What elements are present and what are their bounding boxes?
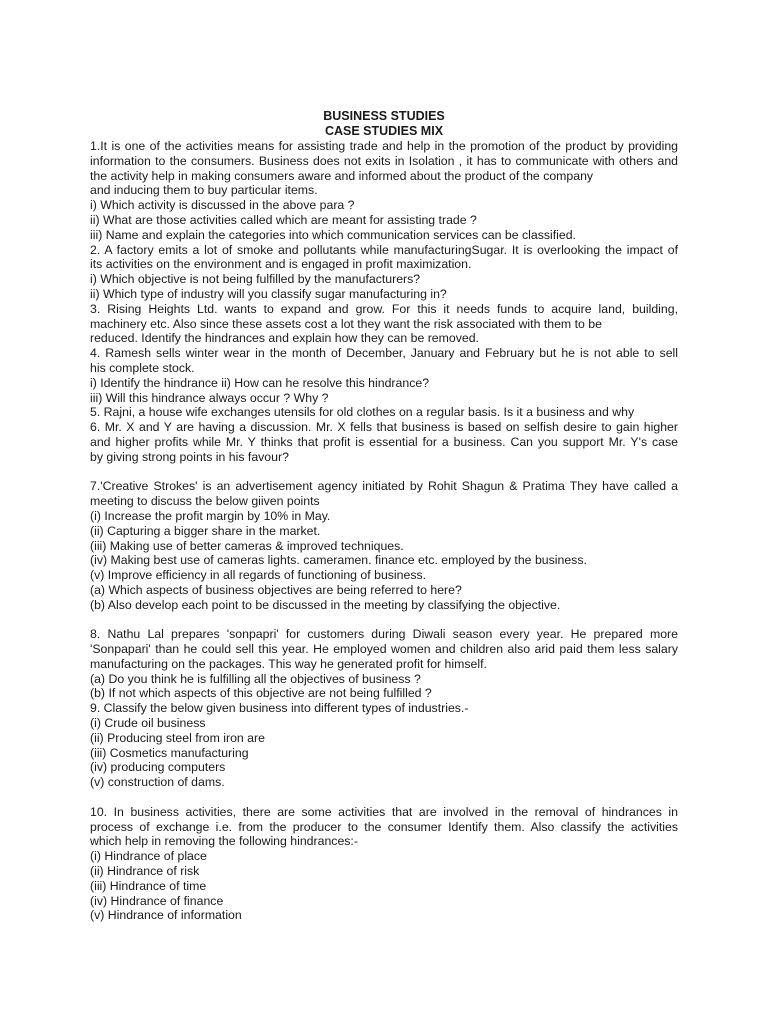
document-title: BUSINESS STUDIES — [323, 109, 445, 123]
text-line: 9. Classify the below given business into different types of industries.- — [90, 701, 469, 716]
text-line: 8. Nathu Lal prepares 'sonpapri' for customers during Diwali season every year. He prepared more — [90, 627, 678, 642]
blank-line — [90, 790, 678, 805]
text-line: 7.'Creative Strokes' is an advertisement agency initiated by Rohit Shagun & Pratima They have called a — [90, 479, 678, 494]
text-line: (i) Hindrance of place — [90, 849, 207, 864]
text-line: (a) Which aspects of business objectives are being referred to here? — [90, 582, 462, 597]
text-line: (ii) Producing steel from iron are — [90, 730, 265, 745]
text-line: 3. Rising Heights Ltd. wants to expand and grow. For this it needs funds to acquire land, building, — [90, 301, 678, 316]
text-line: 2. A factory emits a lot of smoke and pollutants while manufacturingSugar. It is overlooking the impact of — [90, 242, 678, 257]
text-line: (iv) producing computers — [90, 760, 226, 775]
text-line: his complete stock. — [90, 360, 195, 375]
document-subtitle: CASE STUDIES MIX — [324, 124, 444, 138]
text-line: information to the consumers. Business does not exits in Isolation , it has to communicate with others and — [90, 153, 678, 168]
text-line: which help in removing the following hindrances:- — [90, 834, 358, 849]
blank-line — [90, 465, 678, 480]
text-line: reduced. Identify the hindrances and explain how they can be removed. — [90, 331, 479, 346]
text-line: 4. Ramesh sells winter wear in the month of December, January and February but he is not able to sell — [90, 346, 678, 361]
text-line: (i) Increase the profit margin by 10% in May. — [90, 508, 331, 523]
text-line: iii) Will this hindrance always occur ? Why ? — [90, 390, 329, 405]
document-body — [90, 139, 678, 923]
text-line: (b) Also develop each point to be discussed in the meeting by classifying the objective. — [90, 597, 561, 612]
text-line: i) Which activity is discussed in the above para ? — [90, 198, 355, 213]
text-line: (iv) Hindrance of finance — [90, 893, 224, 908]
text-line: (b) If not which aspects of this objective are not being fulfilled ? — [90, 686, 432, 701]
text-line: ii) Which type of industry will you classify sugar manufacturing in? — [90, 286, 447, 301]
text-line: by giving strong points in his favour? — [90, 449, 289, 464]
text-line: manufacturing on the packages. This way he generated profit for himself. — [90, 656, 487, 671]
text-line: process of exchange i.e. from the producer to the consumer Identify them. Also classify the activities — [90, 819, 678, 834]
text-line: 6. Mr. X and Y are having a discussion. Mr. X fells that business is based on selfish desire to gain higher — [90, 420, 678, 435]
text-line: iii) Name and explain the categories into which communication services can be classified. — [90, 227, 576, 242]
text-line: machinery etc. Also since these assets cost a lot they want the risk associated with them to be — [90, 316, 602, 331]
text-line: (v) Hindrance of information — [90, 908, 242, 923]
text-line: (v) construction of dams. — [90, 775, 225, 790]
text-line: (i) Crude oil business — [90, 716, 206, 731]
text-line: (v) Improve efficiency in all regards of functioning of business. — [90, 568, 427, 583]
text-line: (ii) Capturing a bigger share in the market. — [90, 523, 321, 538]
text-line: (ii) Hindrance of risk — [90, 864, 200, 879]
text-line: i) Which objective is not being fulfilled by the manufacturers? — [90, 272, 421, 287]
text-line: (a) Do you think he is fulfilling all the objectives of business ? — [90, 671, 421, 686]
text-line: ii) What are those activities called which are meant for assisting trade ? — [90, 212, 477, 227]
text-line: 5. Rajni, a house wife exchanges utensils for old clothes on a regular basis. Is it a business and why — [90, 405, 635, 420]
text-line: and higher profits while Mr. Y thinks that profit is essential for a business. Can you support Mr. Y's case — [90, 434, 678, 449]
text-line: 1.It is one of the activities means for assisting trade and help in the promotion of the product by providing — [90, 139, 678, 153]
text-line: (iii) Hindrance of time — [90, 878, 207, 893]
text-line: meeting to discuss the below giiven points — [90, 494, 320, 509]
text-line: (iii) Making use of better cameras & improved techniques. — [90, 538, 404, 553]
text-line: (iv) Making best use of cameras lights. cameramen. finance etc. employed by the business. — [90, 553, 587, 568]
text-line: its activities on the environment and is engaged in profit maximization. — [90, 257, 472, 272]
text-line: the activity help in making consumers aware and informed about the product of the company — [90, 168, 594, 183]
text-line: 10. In business activities, there are some activities that are involved in the removal of hindrances in — [90, 804, 678, 819]
text-line: (iii) Cosmetics manufacturing — [90, 745, 249, 760]
text-line: 'Sonpapari' than he could sell this year. He employed women and children also arid paid them less salary — [90, 642, 678, 657]
blank-line — [90, 613, 678, 628]
text-line: i) Identify the hindrance ii) How can he resolve this hindrance? — [90, 375, 430, 390]
text-line: and inducing them to buy particular items. — [90, 183, 318, 198]
